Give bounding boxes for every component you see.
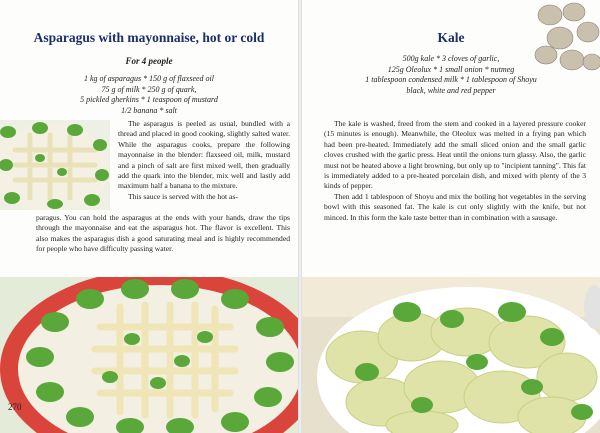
recipe-paragraph-start: This sauce is served with the hot as-	[128, 191, 238, 201]
ingredient-line: 500g kale * 3 cloves of garlic,	[402, 54, 500, 63]
ingredients-list	[302, 54, 600, 96]
recipe-paragraph: The asparagus is peeled as usual, bundled with a thread and placed in good cooking, slightly salted water. While the asparagus cooks, prepare the following mayonnaise in the blender: flaxseed oil, milk, mustard and a pinch of salt are first mixed well, then gradually add the quark into the blender, mix well and lastly add maximum half a banana to the mixture.	[118, 119, 290, 191]
recipe-body	[324, 119, 586, 223]
recipe-body-top	[118, 119, 290, 202]
asparagus-thumbnail-photo	[0, 120, 110, 210]
ingredient-line: 5 pickled gherkins * 1 teaspoon of mustard	[80, 95, 218, 104]
recipe-paragraph: Then add 1 tablespoon of Shoyu and mix the boiling hot vegetables in the serving bowl with this seasoned fat. The kale is cut only slightly with the knife, but not minced. In this form the kale taste better than in combination with a sausage.	[324, 191, 586, 222]
ingredient-line: 75 g of milk * 250 g of quark,	[101, 84, 197, 94]
ingredient-line: black, white and red pepper	[406, 85, 496, 95]
recipe-paragraph-continued: paragus. You can hold the asparagus at the ends with your hands, draw the tips through the mayonnaise and eat the asparagus hot. The flavor is excellent. This also makes the asparagus dish a good saturating meal and is highly recommended for people who have difficulty passing water.	[36, 213, 290, 254]
kale-dish-photo	[302, 277, 600, 433]
left-page	[0, 0, 298, 433]
recipe-title: Kale	[437, 30, 465, 45]
ingredient-line: 125g Oleolux * 1 small onion * nutmeg	[387, 64, 515, 74]
ingredient-line: 1 kg of asparagus * 150 g of flaxseed oil	[84, 74, 214, 83]
recipe-title: Asparagus with mayonnaise, hot or cold	[33, 30, 265, 45]
ingredient-line: 1/2 banana * salt	[121, 105, 177, 115]
ingredient-line: 1 tablespoon condensed milk * 1 tablespoon of Shoyu	[365, 75, 537, 84]
recipe-paragraph: The kale is washed, freed from the stem and cooked in a layered pressure cooker (15 minutes is enough). Meanwhile, the Oleolux was melted in a frying pan which had been pre-heated. Immediately add the small sliced onion and the small garlic cloves crushed with the garlic press. Heat until the onions turn glassy. Also, the garlic must not be heated above a light browning, but only up to "incipient tanning". This fat is immediately added to a pre-heated porcelain dish, and mixed with plenty of the 3 kinds of pepper.	[324, 119, 586, 191]
page-number: 270	[8, 402, 22, 412]
servings-label: For 4 people	[125, 56, 173, 66]
recipe-body-bottom	[36, 213, 290, 255]
right-page	[302, 0, 600, 433]
asparagus-dish-photo	[0, 277, 298, 433]
ingredients-list	[0, 74, 298, 116]
